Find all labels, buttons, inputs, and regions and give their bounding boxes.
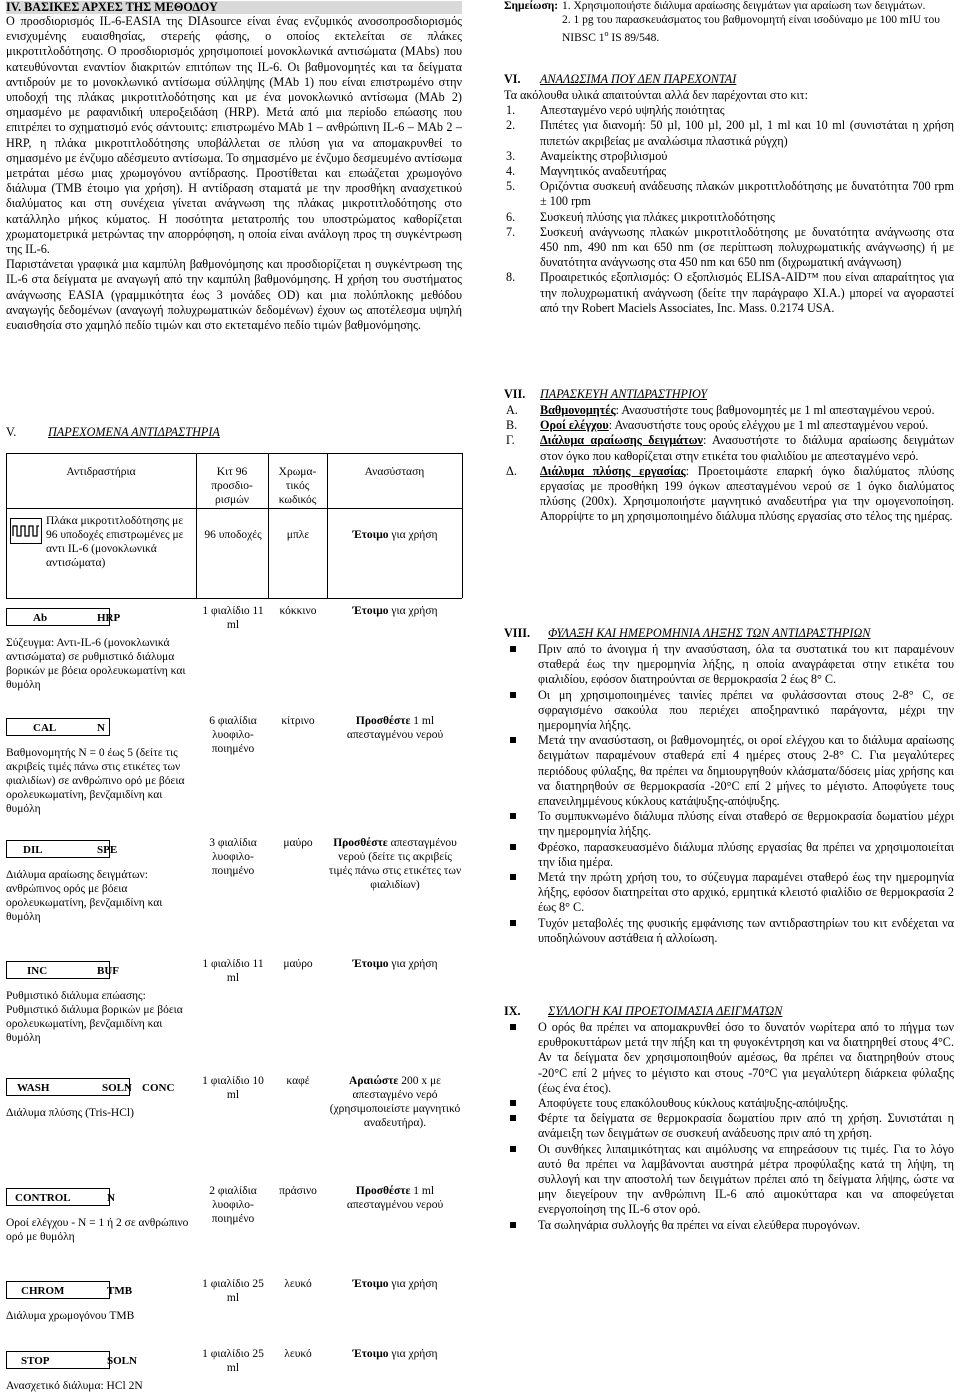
section-6-item [504,179,954,209]
reagent-label-code: TMB [107,1285,133,1297]
bullet-icon [510,1024,516,1030]
reagent-label-box [6,1281,133,1299]
reconstitution-bold: Προσθέστε [355,1185,411,1197]
reagent-label-code: SOLN [107,1355,137,1367]
section-6-item-text: Απεσταγμένο νερό υψηλής ποιότητας [540,103,725,118]
section-7-item-letter: Δ. [506,463,517,478]
section-6-item-text: Συσκευή πλύσης για πλάκες μικροτιτλοδότησης [540,209,775,224]
table-row-color: κόκκινο [279,605,317,617]
section-7-number: VII. [504,387,526,401]
reconstitution-rest: για χρήση [388,529,438,541]
section-9-title: ΣΥΛΛΟΓΗ ΚΑΙ ΠΡΟΕΤΟΙΜΑΣΙΑ ΔΕΙΓΜΑΤΩΝ [548,1004,783,1018]
section-6-item-number: 3. [506,148,516,163]
reconstitution-rest: 1 ml απεσταγμένου νερού [346,1185,444,1211]
table-row-reconstitution [328,528,462,542]
section-7-heading [504,387,954,403]
section-7-item-bold: Βαθμονομητές [540,403,616,417]
table-header-cell: Χρωμα-τικός κωδικός [278,466,317,506]
reconstitution-bold: Έτοιμο [352,1278,389,1290]
reagent-label-box [6,1078,175,1096]
section-6-list [504,103,954,316]
bullet-text: Φρέσκο, παρασκευασμένο διάλυμα πλύσης εργασίας θα πρέπει να χρησιμοποιείται την ίδια ημέρα. [538,839,954,869]
table-row-description: Διάλυμα πλύσης (Tris-HCl) [6,1107,134,1119]
table-row-quantity: 96 υποδοχές [204,529,262,541]
section-7-item-text [540,403,954,418]
reagent-label-code: HRP [97,612,121,624]
section-6-item-number: 2. [506,118,516,133]
table-row-quantity: 1 φιαλίδιο 11 ml [202,605,264,631]
table-row-quantity: 6 φιαλίδια λυοφιλο-ποιημένο [209,715,257,755]
section-7-item-rest: : Ανασυστήστε το διάλυμα αραίωσης δειγμάτων στον όγκο που καθορίζεται στην ετικέτα του φιαλιδίου με απεσταγμένο νερό. [540,433,955,463]
reagent-label-code: CHROM [21,1285,65,1297]
section-9-number: IX. [504,1004,521,1018]
reagent-label-box [6,961,119,979]
section-6 [504,72,954,316]
section-7-item-text [540,418,954,433]
bullet-icon [510,1146,516,1152]
section-9-bullet-item [504,1020,954,1096]
reagent-label-code: CONTROL [15,1192,71,1204]
bullet-text: Ο ορός θα πρέπει να απομακρυνθεί όσο το δυνατόν νωρίτερα από το πήγμα των ερυθροκυττάρων μετά την πήξη και τη φυγοκέντρηση και να διατηρηθεί στους 4°C. Αν τα δείγματα δεν χρησιμοποιηθούν αμέσως, θα πρέπει να διατηρηθούν στους -20°C επί 2 μήνες το μέγιστο και στους -70°C για μεγαλύτερη διάρκεια φύλαξης (έως ένα έτος). [538,1020,954,1095]
reconstitution-rest: για χρήση [388,1348,438,1360]
right-column [504,0,954,45]
section-8 [504,626,954,946]
note-2-text: 2. 1 pg του παρασκευάσματος του βαθμονομητή είναι ισοδύναμο με 100 mIU του NIBSC 1 [562,14,940,44]
table-row-description: Πλάκα μικροτιτλοδότησης με 96 υποδοχές επιστρωμένες με αντι IL-6 (μονοκλωνικά αντισώματα) [46,515,184,569]
reagent-label-box [6,1351,137,1369]
section-6-item-number: 4. [506,164,516,179]
table-row-reconstitution [328,1347,462,1361]
reconstitution-rest: για χρήση [388,605,438,617]
reagent-label-box [6,718,110,736]
bullet-text: Οι μη χρησιμοποιημένες ταινίες πρέπει να φυλάσσονται στους 2-8° C, σε σφραγισμένο σακούλα που περιέχει αποξηραντικό παράγοντα, μέχρι την ημερομηνία λήξης. [538,687,954,733]
section-9-bullet-item [504,1096,954,1111]
section-7-item-bold: Οροί ελέγχου [540,418,609,433]
section-6-item [504,270,954,316]
section-6-heading [504,72,954,88]
reconstitution-bold: Προσθέστε [333,837,388,849]
plate-icon [10,518,42,544]
table-row-color: μπλε [286,529,310,541]
table-row-reconstitution [328,1074,462,1130]
table-row-description: Σύζευγμα: Αντι-IL-6 (μονοκλωνικά αντισώματα) σε ρυθμιστικό διάλυμα βορικών με βόεια ορολευκωματίνη και θυμόλη [6,637,186,691]
note-label: Σημείωση: [504,0,559,12]
section-9-bullet-item [504,1111,954,1141]
reconstitution-bold: Αραιώστε [349,1075,399,1087]
section-8-bullet-item [504,688,954,734]
table-row-quantity: 1 φιαλίδιο 25 ml [202,1348,264,1374]
section-7 [504,387,954,525]
section-6-item [504,225,954,271]
bullet-text: Μετά την ανασύσταση, οι βαθμονομητές, οι οροί ελέγχου και το διάλυμα αραίωσης δειγμάτων παραμένουν σταθερά επί 4 ημέρες στους 2-8° C. Για μεγαλύτερες περιόδους φύλαξης, θα πρέπει να δημιουργηθούν κλάσματα/δόσεις μίας χρήσης και να διατηρηθούν σε θερμοκρασία -20°C επί 2 μήνες το μέγιστο. Αποφύγετε τους επανειλημμένους κύκλους κατάψυξης-απόψυξης. [538,733,954,809]
reagent-label-code: Ab [33,612,48,624]
table-row-description: Διάλυμα χρωμογόνου TMB [6,1310,135,1322]
table-row-description: Διάλυμα αραίωσης δειγμάτων: ανθρώπινος ορός με βόεια ορολευκωματίνη, βενζαμιδίνη και θυμόλη [6,869,163,923]
table-row-quantity: 1 φιαλίδιο 11 ml [202,958,264,984]
bullet-icon [510,692,516,698]
section-8-title: ΦΥΛΑΞΗ ΚΑΙ ΗΜΕΡΟΜΗΝΙΑ ΛΗΞΗΣ ΤΩΝ ΑΝΤΙΔΡΑΣΤΗΡΙΩΝ [548,626,871,640]
reconstitution-rest: για χρήση [388,1278,438,1290]
section-4-title: IV. ΒΑΣΙΚΕΣ ΑΡΧΕΣ ΤΗΣ ΜΕΘΟΔΟΥ [6,1,462,14]
section-7-item-text [540,464,954,525]
bullet-icon [510,874,516,880]
table-row-color: λευκό [284,1278,312,1290]
bullet-text: Μετά την πρώτη χρήση του, το σύζευγμα παραμένει σταθερό έως την ημερομηνία λήξης, εφόσον διατηρείται στο αρχικό, ερμητικά κλειστό φιαλίδιο σε θερμοκρασία 2 έως 8° C. [538,870,954,915]
table-rule [6,508,462,509]
note-2-sup: ο [604,29,609,38]
section-4-paragraph-2: Παριστάνεται γραφικά μια καμπύλη βαθμονόμησης και προσδιορίζεται η συγκέντρωση της IL-6 στα δείγματα με αναγωγή από την καμπύλη βαθμονόμησης. Η χρήση του συστήματος ανάγνωσης EASIA (γραμμικότητα έως 3 μονάδες OD) και μια πολύπλοκης μεθόδου αναγωγής δεδομένων (αναγωγή πολυχρωματικών δεδομένων) έχουν ως αποτέλεσμα υψηλή ευαισθησία στο χαμηλό πεδίο τιμών και στο εκτεταμένο πεδίο τιμών βαθμονόμησης. [6,257,462,333]
table-row-color: μαύρο [283,837,313,849]
section-7-item-letter: Β. [506,418,518,433]
note-2 [562,13,954,45]
bullet-text: Οι συνθήκες λιπαιμικότητας και αιμόλυσης να επηρεάσουν τις τιμές. Για το λόγο αυτό θα πρέπει να λαμβάνονται αυστηρά μέτρα προφύλαξης κατά τη λήψη, τη συλλογή και την αποστολή των δειγμάτων πρέπει από τη δείγματα λήψης, ώστε να μην διεγείρουν την ανθρώπινη IL-6 από αιμοκύτταρα και να αποφεύγεται ενεργοποίηση της IL-6 στον ορό. [538,1141,954,1217]
reagent-label-code: CONC [142,1082,175,1094]
section-6-item [504,103,954,118]
section-9 [504,1004,954,1233]
reconstitution-rest: απεσταγμένου νερού (δείτε τις ακριβείς τιμές πάνω στις ετικέτες των φιαλιδίων) [328,837,462,891]
section-9-bullet-item [504,1218,954,1233]
note-block [504,0,954,45]
section-9-heading [504,1004,954,1020]
table-row-color: κίτρινο [281,715,315,727]
section-6-item [504,149,954,164]
section-6-item-text: Πιπέτες για διανομή: 50 µl, 100 µl, 200 µl, 1 ml και 10 ml (συνιστάται η χρήση πιπετών ακριβείας με αναλώσιμα πλαστικά ρύγχη) [540,118,954,148]
reconstitution-bold: Προσθέστε [355,715,411,727]
table-header-cell: Κιτ 96 προσδιο-ρισμών [211,466,253,506]
section-6-item [504,164,954,179]
reconstitution-rest: για χρήση [388,958,438,970]
section-7-item-letter: Γ. [506,433,515,448]
bullet-text: Τα σωληνάρια συλλογής θα πρέπει να είναι ελεύθερα πυρογόνων. [538,1217,861,1232]
bullet-text: Τυχόν μεταβολές της φυσικής εμφάνισης των αντιδραστηρίων του κιτ ενδέχεται να υποδηλώνουν αστάθεια ή αλλοίωση. [538,915,954,945]
reagent-label-code: N [97,722,105,734]
section-7-item-rest: : Προετοιμάστε επαρκή όγκο διαλύματος πλύσης εργασίας με προσθήκη 199 όγκων απεσταγμένου νερού σε 1 όγκο διαλύματος πλύσης (200x). Χρησιμοποιήστε μαγνητικό αναδευτήρα για την ομογενοποίηση. Απορρίψτε το μη χρησιμοποιημένο διάλυμα πλύσης εργασίας στο τέλος της ημέρας. [540,463,954,524]
section-6-item-number: 1. [506,103,516,118]
table-row-color: πράσινο [279,1185,317,1197]
section-8-heading [504,626,954,642]
section-6-item-text: Μαγνητικός αναδευτήρας [540,164,667,179]
table-rule [6,598,462,599]
note-2-end: IS 89/548. [608,31,660,44]
reconstitution-bold: Έτοιμο [352,529,389,541]
table-row-description: Ανασχετικό διάλυμα: HCl 2N [6,1380,143,1392]
left-column [6,0,462,333]
reconstitution-rest: 200 x με απεσταγμένο νερό (χρησιμοποιείστε μαγνητικό αναδευτήρα). [329,1075,461,1129]
section-6-item-text: Προαιρετικός εξοπλισμός: Ο εξοπλισμός ELISA-AID™ που είναι απαραίτητος για την πολυχρωματική ανάγνωση (δείτε την παράγραφο XI.A.) μπορεί να αγοραστεί από την Robert Maciels Associates, Inc. Mass. 0.2174 USA. [540,270,954,315]
section-6-item-text: Συσκευή ανάγνωσης πλακών μικροτιτλοδότησης με δυνατότητα ανάγνωσης στα 450 nm, 490 nm και 650 nm (σε περίπτωση πολυχρωματικής ανάγνωσης) ή με δυνατότητα ανάγνωσης στα 450 nm και 650 nm (διχρωματική ανάγνωση) [540,224,954,270]
table-header-cell: Ανασύσταση [364,466,425,478]
reagent-label-code: WASH [17,1082,50,1094]
bullet-icon [510,737,516,743]
section-4-paragraph-1: Ο προσδιορισμός IL-6-EASIA της DIAsource είναι ένας ενζυμικός ανοσοπροσδιορισμός ενισχυμένης ευαισθησίας, στερεής φάσης, ο οποίος εκτελείται σε πλάκες μικροτιτλοδότησης. Ο προσδιορισμός χρησιμοποιεί μονοκλωνικά αντισώματα (MAbs) που κατευθύνονται εναντίον διακριτών επιτόπων της IL-6. Οι βαθμονομητές και τα δείγματα αντιδρούν με το μονοκλωνικό αντίσωμα σύλληψης (MAb 1) που είναι επιστρωμένο στην υποδοχή της πλάκας μικροτιτλοδότησης και με ένα μονοκλωνικό αντίσωμα (MAb 2) σημασμένο με ραφανιδική υπεροξειδάση (HRP). Μετά από μια περίοδο επώασης που επιτρέπει το σχηματισμό ενός σάντουιτς: επιστρωμένο MAb 1 – ανθρώπινη IL-6 – MAb 2 – HRP, η πλάκα μικροτιτλοδότησης υποβάλλεται σε πλύση για να απομακρυνθεί το σημασμένο με ένζυμο αδέσμευτο αντίσωμα. Το σημασμένο με ένζυμο δεσμευμένο αντίσωμα μετράται μέσω μιας χρωμογόνου αντίδρασης. Προστίθεται και επωάζεται χρωμογόνο διάλυμα (TMB έτοιμο για χρήση). Η αντίδραση σταματά με την προσθήκη ανασχετικού διαλύματος και στη συνέχεια γίνεται ανάγνωση της πλάκας μικροτιτλοδότησης στο κατάλληλο μήκος κύματος. Η ποσότητα μετατροπής του υποστρώματος καθορίζεται χρωματομετρικά μετρώντας την απορρόφηση, η οποία είναι ανάλογη προς τη συγκέντρωση της IL-6. [6,14,462,257]
section-8-bullet-item [504,916,954,946]
reagent-label-box [6,608,121,626]
section-6-item-text: Αναμείκτης στροβιλισμού [540,148,668,163]
table-row-quantity: 2 φιαλίδια λυοφιλο-ποιημένο [209,1185,257,1225]
bullet-icon [510,1115,516,1121]
section-7-item-bold: Διάλυμα αραίωσης δειγμάτων [540,433,703,448]
reconstitution-rest: 1 ml απεσταγμένου νερού [346,715,444,741]
bullet-text: Πριν από το άνοιγμα ή την ανασύσταση, όλα τα συστατικά του κιτ παραμένουν σταθερά έως την ημερομηνία λήξης, η οποία αναγράφεται στην ετικέτα του φιαλιδίου, εφόσον διατηρούνται σε θερμοκρασία 2 έως 8° C. [538,642,954,687]
table-row-description: Ρυθμιστικό διάλυμα επώασης: Ρυθμιστικό διάλυμα βορικών με βόεια ορολευκωματίνη, βενζαμιδίνη και θυμόλη [6,990,183,1044]
table-row-reconstitution [328,714,462,742]
table-rule [462,453,463,598]
bullet-icon [510,844,516,850]
section-7-list [504,403,954,525]
table-row-description: Βαθμονομητής N = 0 έως 5 (δείτε τις ακριβείς τιμές πάνω στις ετικέτες των φιαλιδίων) σε ανθρώπινο ορό με βόεια ορολευκωματίνη, βενζαμιδίνη και θυμόλη [6,747,185,815]
section-7-item-rest: : Ανασυστήστε τους ορούς ελέγχου με 1 ml απεσταγμένου νερού. [608,418,929,433]
table-row-reconstitution [328,836,462,892]
section-6-item-text: Οριζόντια συσκευή ανάδευσης πλακών μικροτιτλοδότησης με δυνατότητα 700 rpm ± 100 rpm [540,179,954,209]
section-8-list [504,642,954,946]
section-6-item [504,210,954,225]
table-row-reconstitution [328,957,462,971]
table-row-color: λευκό [284,1348,312,1360]
table-row-color: μαύρο [283,958,313,970]
table-row-reconstitution [328,1277,462,1291]
section-5-title: ΠΑΡΕΧΟΜΕΝΑ ΑΝΤΙΔΡΑΣΤΗΡΙΑ [48,425,220,439]
section-7-title: ΠΑΡΑΣΚΕΥΗ ΑΝΤΙΔΡΑΣΤΗΡΙΟΥ [540,387,708,401]
section-8-bullet-item [504,809,954,839]
section-8-bullet-item [504,642,954,688]
table-row-quantity: 1 φιαλίδιο 10 ml [202,1075,264,1101]
section-9-bullet-item [504,1142,954,1218]
section-6-intro: Τα ακόλουθα υλικά απαιτούνται αλλά δεν παρέχονται στο κιτ: [504,88,809,102]
section-7-item-text [540,433,954,463]
note-1: 1. Χρησιμοποιήστε διάλυμα αραίωσης δειγμάτων για αραίωση των δειγμάτων. [562,0,926,12]
table-row-color: καφέ [286,1075,310,1087]
section-8-bullet-item [504,870,954,916]
section-7-item [504,464,954,525]
section-6-item [504,118,954,148]
bullet-text: Το συμπυκνωμένο διάλυμα πλύσης είναι σταθερό σε θερμοκρασία δωματίου μέχρι την ημερομηνία λήξης. [538,809,954,839]
table-row-description: Οροί ελέγχου - N = 1 ή 2 σε ανθρώπινο ορό με θυμόλη [6,1217,189,1243]
section-7-item-bold: Διάλυμα πλύσης εργασίας [540,463,686,478]
section-6-title: ΑΝΑΛΩΣΙΜΑ ΠΟΥ ΔΕΝ ΠΑΡΕΧΟΝΤΑΙ [540,72,737,86]
section-7-item [504,403,954,418]
section-6-item-number: 5. [506,179,516,194]
reagent-label-code: STOP [21,1355,50,1367]
section-6-number: VI. [504,72,521,86]
bullet-icon [510,920,516,926]
table-row-quantity: 1 φιαλίδιο 25 ml [202,1278,264,1304]
reconstitution-bold: Έτοιμο [352,1348,389,1360]
section-5-number: V. [6,425,17,439]
bullet-icon [510,813,516,819]
section-8-bullet-item [504,840,954,870]
section-6-item-number: 7. [506,224,516,239]
reagents-table [6,453,462,1392]
reagent-label-code: CAL [33,722,57,734]
table-row-reconstitution [328,1184,462,1212]
reconstitution-bold: Έτοιμο [352,605,389,617]
section-7-item [504,433,954,463]
table-row-reconstitution [328,604,462,618]
reagent-label-code: SOLN [102,1082,132,1094]
bullet-icon [510,1100,516,1106]
section-7-item [504,418,954,433]
reagent-label-code: N [107,1192,115,1204]
section-7-item-letter: Α. [506,403,518,417]
reagent-label-code: DIL [23,844,43,856]
reconstitution-bold: Έτοιμο [352,958,389,970]
section-8-number: VIII. [504,626,531,640]
table-header-cell: Αντιδραστήρια [66,466,136,478]
bullet-icon [510,646,516,652]
section-6-item-number: 6. [506,209,516,224]
reagent-label-code: SPE [97,844,118,856]
section-9-list [504,1020,954,1233]
table-row-quantity: 3 φιαλίδια λυοφιλο-ποιημένο [209,837,257,877]
reagent-label-code: BUF [97,965,119,977]
bullet-text: Αποφύγετε τους επακόλουθους κύκλους κατάψυξης-απόψυξης. [538,1096,849,1111]
section-6-item-number: 8. [506,270,516,285]
section-8-bullet-item [504,733,954,809]
bullet-text: Φέρτε τα δείγματα σε θερμοκρασία δωματίου πριν από τη χρήση. Συνιστάται η ανάμειξη των δειγμάτων σε συσκευή ανάδευσης πριν από τη χρήση. [538,1111,954,1141]
reagent-label-code: INC [27,965,48,977]
reagent-label-box [6,840,118,858]
reagent-label-box [6,1188,115,1206]
section-7-item-rest: : Ανασυστήστε τους βαθμονομητές με 1 ml απεσταγμένου νερού. [615,403,935,417]
bullet-icon [510,1222,516,1228]
table-rule [6,453,462,454]
section-5-heading [6,425,462,441]
